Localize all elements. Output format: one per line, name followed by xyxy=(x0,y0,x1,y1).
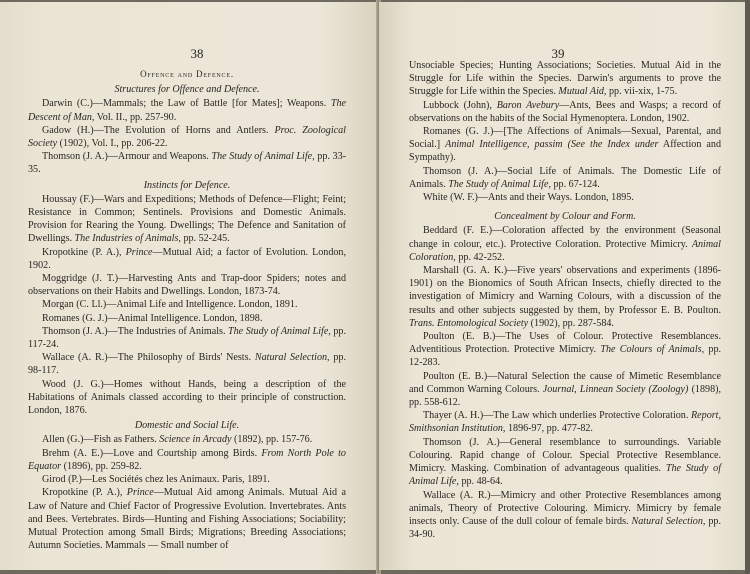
right-page xyxy=(379,2,745,570)
bib-entry: Beddard (F. E.)—Coloration affected by the environment (Seasonal change in colour, etc.). Protective Coloration. Protective Mimicry. Animal Coloration, pp. 42-252. xyxy=(409,225,721,263)
page-number-right: 39 xyxy=(551,46,565,61)
right-text-column xyxy=(409,59,721,541)
bib-entry: Gadow (H.)—The Evolution of Horns and Antlers. Proc. Zoological Society (1902), Vol. I., pp. 206-22. xyxy=(28,124,346,150)
chapter-heading: Offence and Defence. xyxy=(140,69,234,79)
bib-entry: Kropotkine (P. A.), Prince—Mutual Aid among Animals. Mutual Aid a Law of Nature and Chief Factor of Progressive Evolution. Invertebrates. Ants and Bees. Vertebrates. Birds—Hunting and Fishing Associations; Sociability; Mutual Protection among Small Birds; Migrations; Breeding Associations; Autumn Societies. Mammals — Small number of xyxy=(28,487,346,552)
bib-entry: Romanes (G. J.)—Animal Intelligence. London, 1898. xyxy=(42,312,263,324)
bib-entry: Poulton (E. B.)—Natural Selection the cause of Mimetic Resemblance and Common Warning Colours. Journal, Linnean Society (Zoology) (1898), pp. 558-612. xyxy=(409,370,721,409)
bib-entry: Romanes (G. J.)—[The Affections of Animals—Sexual, Parental, and Social.] Animal Intelligence, passim (See the Index under Affection and Sympathy). xyxy=(409,126,722,164)
bib-entry: Wallace (A. R.)—Mimicry and other Protective Resemblances among animals, Theory of Protective Colouring. Mimicry. Mimicry by female insects only. Cause of the dull colour of female birds. Natural Selection, pp. 34-90. xyxy=(409,489,721,541)
bib-entry: Poulton (E. B.)—The Uses of Colour. Protective Resemblances. Adventitious Protection. Protective Mimicry. The Colours of Animals, pp. 12-283. xyxy=(409,331,722,369)
page-edge xyxy=(745,0,750,574)
bib-entry: Thomson (J. A.)—Armour and Weapons. The Study of Animal Life, pp. 33-35. xyxy=(28,151,346,176)
bib-entry: Girod (P.)—Les Sociétés chez les Animaux. Paris, 1891. xyxy=(42,474,270,486)
bib-entry: Thomson (J. A.)—The Industries of Animals. The Study of Animal Life, pp. 117-24. xyxy=(28,325,346,351)
bib-entry: Darwin (C.)—Mammals; the Law of Battle [for Mates]; Weapons. The Descent of Man, Vol. II., pp. 257-90. xyxy=(28,98,346,123)
bib-entry: Marshall (G. A. K.)—Five years' observations and experiments (1896-1901) on the Bionomics of South African Insects, chiefly directed to the investigation of Mimicry and Warning Colours, with a discussion of the results and other subjects suggested by them, by Professor E. B. Poulton. Trans. Entomological Society (1902), pp. 287-584. xyxy=(409,265,721,329)
section-title: Structures for Offence and Defence. xyxy=(114,84,260,96)
bib-entry: Brehm (A. E.)—Love and Courtship among Birds. From North Pole to Equator (1896), pp. 259-82. xyxy=(28,447,346,472)
left-text-column xyxy=(28,68,346,552)
bib-entry: Thomson (J. A.)—Social Life of Animals. The Domestic Life of Animals. The Study of Animal Life, pp. 67-124. xyxy=(409,165,721,190)
bib-entry: Thayer (A. H.)—The Law which underlies Protective Coloration. Report, Smithsonian Institution, 1896-97, pp. 477-82. xyxy=(409,410,721,435)
bib-entry: Wallace (A. R.)—The Philosophy of Birds' Nests. Natural Selection, pp. 98-117. xyxy=(28,352,347,377)
bib-entry-continued: Unsociable Species; Hunting Associations; Societies. Mutual Aid in the Struggle for Life within the Species. Darwin's arguments to prove the Struggle for Life within the Species. Mutual Aid, pp. vii-xix, 1-75. xyxy=(409,60,721,98)
bib-entry: Houssay (F.)—Wars and Expeditions; Methods of Defence—Flight; Feint; Resistance in Common; Sentinels. Provisions and Domestic Animals. Provision for Rearing the Young. Dwellings; The Defence and Sanitation of Dwellings. The Industries of Animals, pp. 52-245. xyxy=(28,193,346,245)
bib-entry: Moggridge (J. T.)—Harvesting Ants and Trap-door Spiders; notes and observations on their Habits and Dwellings. London, 1873-74. xyxy=(28,273,346,298)
bib-entry: Morgan (C. Ll.)—Animal Life and Intelligence. London, 1891. xyxy=(42,299,298,311)
bib-entry: Wood (J. G.)—Homes without Hands, being a description of the Habitations of Animals classed according to their principle of construction. London, 1876. xyxy=(28,378,346,417)
page-number-left: 38 xyxy=(190,46,204,61)
section-title: Concealment by Colour and Form. xyxy=(494,211,636,223)
left-page xyxy=(0,2,378,570)
bib-entry: Kropotkine (P. A.), Prince—Mutual Aid; a factor of Evolution. London, 1902. xyxy=(28,246,346,271)
bib-entry: Allen (G.)—Fish as Fathers. Science in Arcady (1892), pp. 157-76. xyxy=(42,434,313,446)
bib-entry: Thomson (J. A.)—General resemblance to surroundings. Variable Colouring. Rapid change of Colour. Special Protective Resemblance. Mimicry. Masking. Combination of advantageous qualities. The Study of Animal Life, pp. 48-64. xyxy=(409,436,721,488)
bib-entry: Lubbock (John), Baron Avebury—Ants, Bees and Wasps; a record of observations on the habits of the Social Hymenoptera. London, 1902. xyxy=(409,99,721,124)
section-title: Domestic and Social Life. xyxy=(134,420,240,432)
section-title: Instincts for Defence. xyxy=(143,179,231,191)
bib-entry: White (W. F.)—Ants and their Ways. London, 1895. xyxy=(423,192,634,204)
